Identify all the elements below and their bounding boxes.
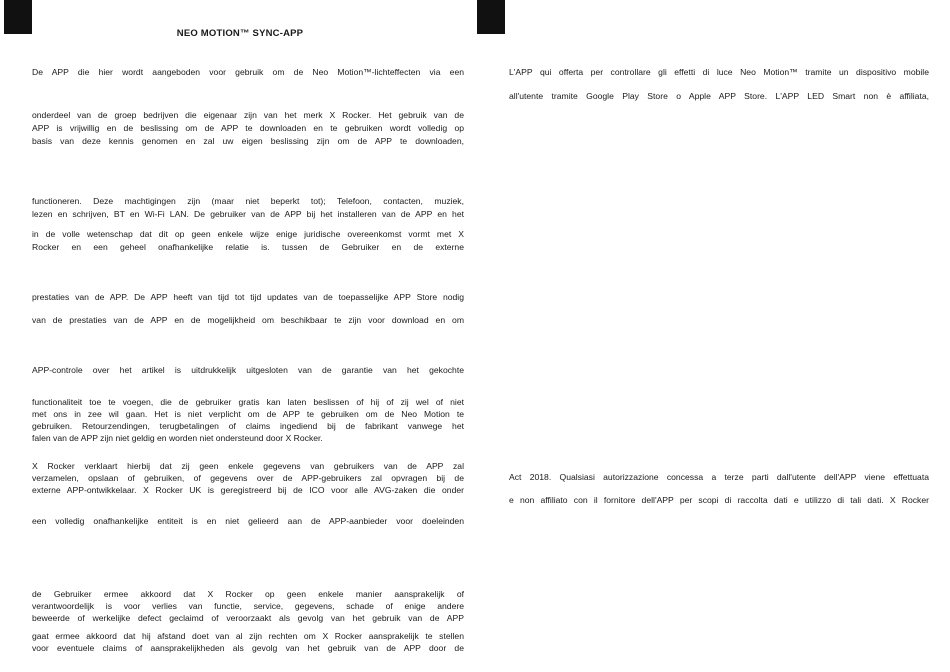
- left-text-line: lezen en schrijven, BT en Wi-Fi LAN. De gebruiker van de APP bij het installeren van de APP en het: [32, 209, 464, 219]
- left-text-line: externe APP-ontwikkelaar. X Rocker UK is geregistreerd bij de ICO voor alle AVG-zaken die onder: [32, 485, 464, 495]
- right-text-line: L'APP qui offerta per controllare gli effetti di luce Neo Motion™ tramite un dispositivo mobile: [509, 67, 929, 77]
- left-text-line: voor eventuele claims of aansprakelijkheden als gevolg van het gebruik van de APP door de: [32, 643, 464, 653]
- left-text-line: basis van deze kennis genomen en zal uw eigen beslissing zijn om de APP te downloaden,: [32, 136, 464, 146]
- left-text-line: van de prestaties van de APP en de mogelijkheid om beschikbaar te zijn voor download en om: [32, 315, 464, 325]
- left-text-line: APP-controle over het artikel is uitdrukkelijk uitgesloten van de garantie van het gekochte: [32, 365, 464, 375]
- left-text-line: X Rocker verklaart hierbij dat zij geen enkele gegevens van gebruikers van de APP zal: [32, 461, 464, 471]
- left-text-line: beweerde of werkelijke defect geclaimd of veroorzaakt als gevolg van het gebruik van de APP: [32, 613, 464, 623]
- left-text-line: Rocker en een geheel onafhankelijke relatie is. tussen de Gebruiker en de externe: [32, 242, 464, 252]
- left-text-line: prestaties van de APP. De APP heeft van tijd tot tijd updates van de toepasselijke APP Store nodig: [32, 292, 464, 302]
- left-text-line: onderdeel van de groep bedrijven die eigenaar zijn van het merk X Rocker. Het gebruik van de: [32, 110, 464, 120]
- left-text-line: verantwoordelijk is voor verlies van functie, service, gegevens, schade of enige andere: [32, 601, 464, 611]
- right-text-line: Act 2018. Qualsiasi autorizzazione concessa a terze parti dall'utente dell'APP viene effettuata: [509, 472, 929, 482]
- corner-tab-right: [477, 0, 505, 34]
- left-text-line: in de volle wetenschap dat dit op geen enkele wijze enige juridische overeenkomst vormt met X: [32, 229, 464, 239]
- page-title: NEO MOTION™ SYNC-APP: [176, 28, 304, 39]
- left-text-line: APP is vrijwillig en de beslissing om de APP te downloaden en te gebruiken wordt volledig op: [32, 123, 464, 133]
- left-text-line: met ons in zee wil gaan. Het is niet verplicht om de APP te gebruiken om de Neo Motion te: [32, 409, 464, 419]
- left-text-line: functionaliteit toe te voegen, die de gebruiker gratis kan laten beslissen of hij of zij wel of niet: [32, 397, 464, 407]
- left-text-line: een volledig onafhankelijke entiteit is en niet gelieerd aan de APP-aanbieder voor doeleinden: [32, 516, 464, 526]
- left-text-line: De APP die hier wordt aangeboden voor gebruik om de Neo Motion™-lichteffecten via een: [32, 67, 464, 77]
- left-text-line: functioneren. Deze machtigingen zijn (maar niet beperkt tot); Telefoon, contacten, muziek,: [32, 196, 464, 206]
- left-text-line: falen van de APP zijn niet geldig en worden niet ondersteund door X Rocker.: [32, 433, 323, 443]
- left-text-line: de Gebruiker ermee akkoord dat X Rocker op geen enkele manier aansprakelijk of: [32, 589, 464, 599]
- left-text-line: gaat ermee akkoord dat hij afstand doet van al zijn rechten om X Rocker aansprakelijk te stellen: [32, 631, 464, 641]
- left-text-line: gebruiken. Retourzendingen, terugbetalingen of claims ingediend bij de fabrikant vanwege het: [32, 421, 464, 431]
- left-text-line: verzamelen, opslaan of gebruiken, of gegevens over de APP-gebruikers zal opvragen bij de: [32, 473, 464, 483]
- right-text-line: all'utente tramite Google Play Store o Apple APP Store. L'APP LED Smart non è affiliata,: [509, 91, 929, 101]
- right-text-line: e non affiliato con il fornitore dell'APP per scopi di raccolta dati e utilizzo di tali dati. X Rocker: [509, 495, 929, 505]
